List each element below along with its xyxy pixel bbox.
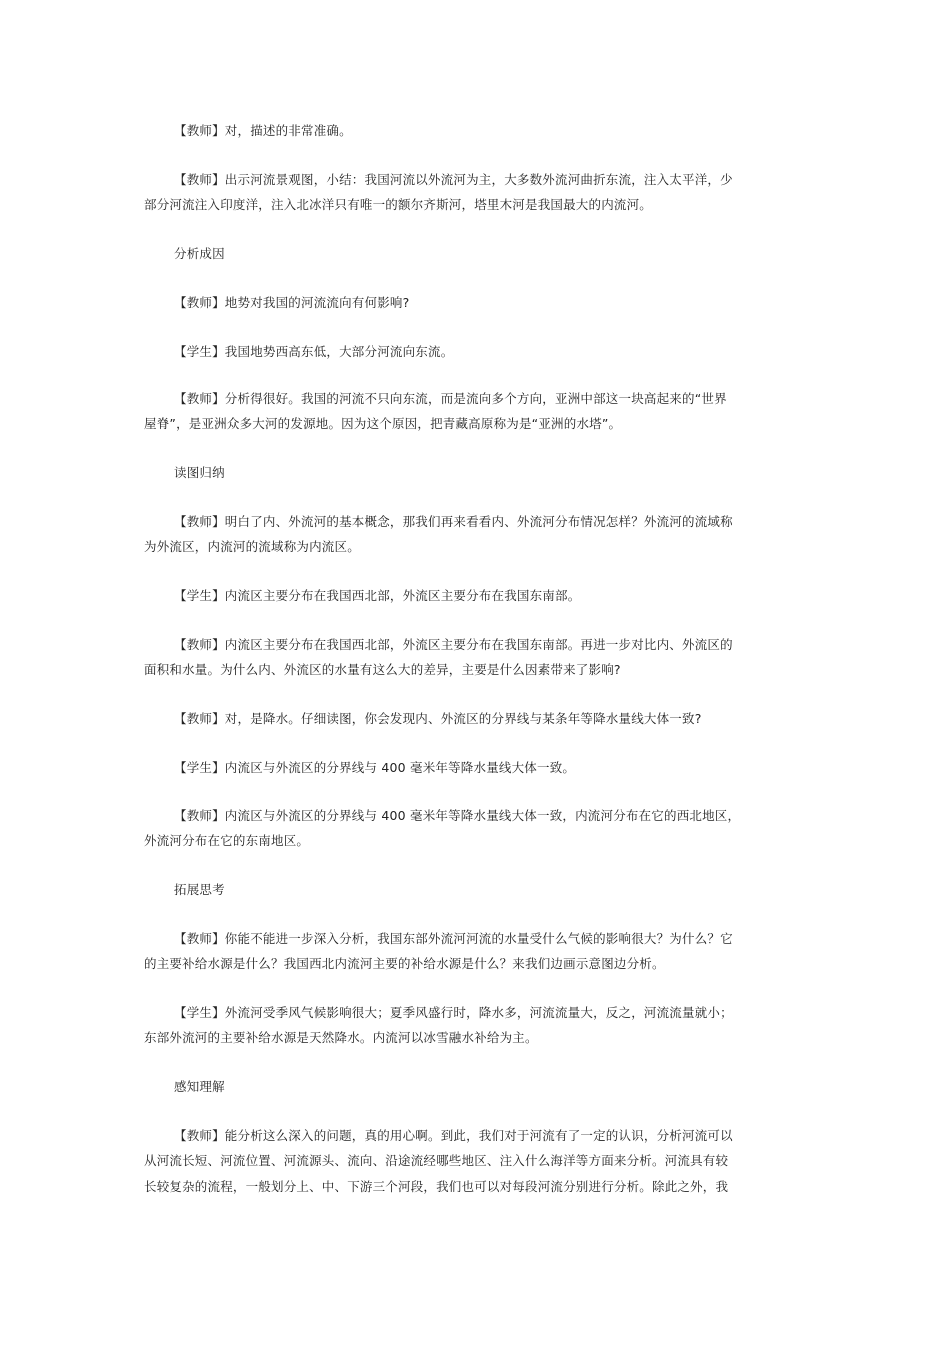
paragraph-line: 面积和水量。为什么内、外流区的水量有这么大的差异，主要是什么因素带来了影响? (144, 662, 621, 677)
section-heading: 读图归纳 (174, 465, 225, 480)
paragraph-line: 屋脊”，是亚洲众多大河的发源地。因为这个原因，把青藏高原称为是“亚洲的水塔”。 (144, 416, 622, 431)
paragraph-line: 【学生】内流区主要分布在我国西北部，外流区主要分布在我国东南部。 (174, 588, 581, 603)
paragraph-line: 东部外流河的主要补给水源是天然降水。内流河以冰雪融水补给为主。 (144, 1030, 538, 1045)
section-heading: 感知理解 (174, 1079, 225, 1094)
paragraph-line: 【教师】地势对我国的河流流向有何影响? (174, 295, 410, 310)
paragraph-line: 从河流长短、河流位置、河流源头、流向、沿途流经哪些地区、注入什么海洋等方面来分析。河流具有较 (144, 1153, 729, 1168)
section-heading: 分析成因 (174, 246, 225, 261)
paragraph-line: 【教师】对，描述的非常准确。 (174, 123, 352, 138)
paragraph-line: 【学生】外流河受季风气候影响很大；夏季风盛行时，降水多，河流流量大，反之，河流流量就小； (174, 1005, 733, 1020)
paragraph-line: 【教师】能分析这么深入的问题，真的用心啊。到此，我们对于河流有了一定的认识，分析河流可以 (174, 1128, 733, 1143)
paragraph-line: 【学生】内流区与外流区的分界线与 400 毫米年等降水量线大体一致。 (174, 760, 576, 775)
paragraph-line: 【教师】内流区主要分布在我国西北部，外流区主要分布在我国东南部。再进一步对比内、外流区的 (174, 637, 733, 652)
paragraph-line: 外流河分布在它的东南地区。 (144, 833, 310, 848)
paragraph-line: 长较复杂的流程，一般划分上、中、下游三个河段，我们也可以对每段河流分别进行分析。除此之外，我 (144, 1179, 729, 1194)
paragraph-line: 【教师】你能不能进一步深入分析，我国东部外流河河流的水量受什么气候的影响很大？为什么？它 (174, 931, 733, 946)
paragraph-line: 的主要补给水源是什么？我国西北内流河主要的补给水源是什么？来我们边画示意图边分析。 (144, 956, 665, 971)
paragraph-line: 部分河流注入印度洋，注入北冰洋只有唯一的额尔齐斯河，塔里木河是我国最大的内流河。 (144, 197, 653, 212)
paragraph-line: 【教师】对，是降水。仔细读图，你会发现内、外流区的分界线与某条年等降水量线大体一致? (174, 711, 702, 726)
section-heading: 拓展思考 (174, 882, 225, 897)
paragraph-line: 【教师】出示河流景观图，小结：我国河流以外流河为主，大多数外流河曲折东流，注入太平洋，少 (174, 172, 733, 187)
paragraph-line: 【教师】明白了内、外流河的基本概念，那我们再来看看内、外流河分布情况怎样？外流河的流域称 (174, 514, 733, 529)
paragraph-line: 【教师】内流区与外流区的分界线与 400 毫米年等降水量线大体一致，内流河分布在它的西北地区， (174, 808, 741, 823)
paragraph-line: 【教师】分析得很好。我国的河流不只向东流，而是流向多个方向，亚洲中部这一块高起来的“世界 (174, 391, 727, 406)
paragraph-line: 为外流区，内流河的流域称为内流区。 (144, 539, 360, 554)
paragraph-line: 【学生】我国地势西高东低，大部分河流向东流。 (174, 344, 454, 359)
